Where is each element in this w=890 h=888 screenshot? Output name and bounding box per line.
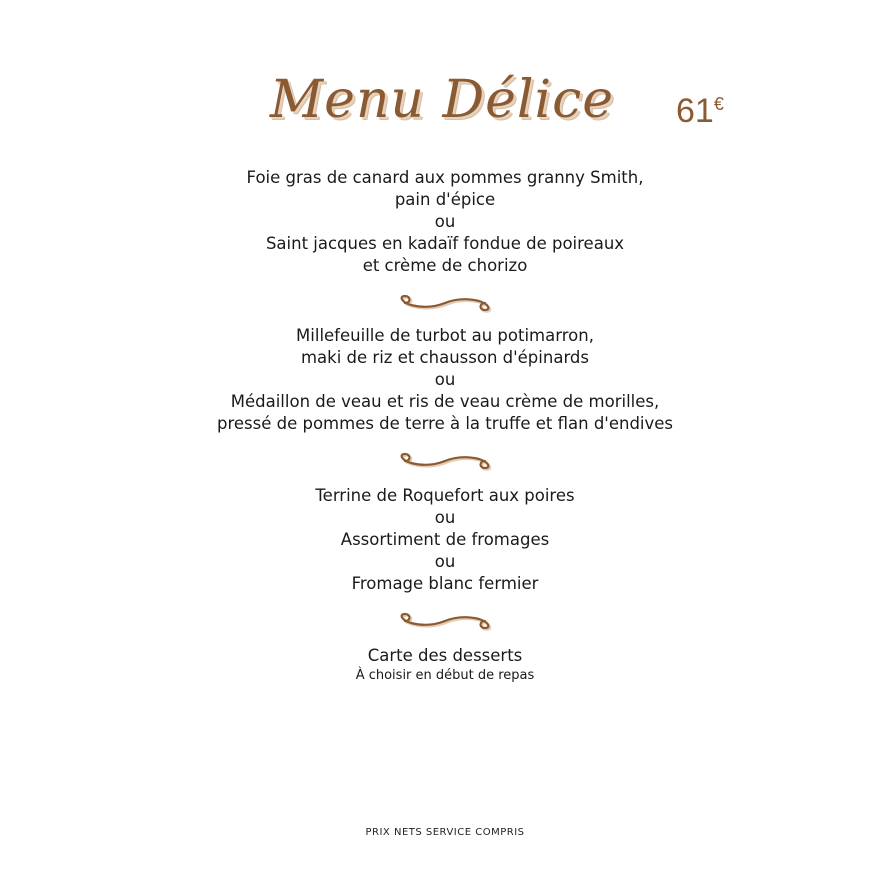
menu-line: Foie gras de canard aux pommes granny Smith, [246,168,644,187]
menu-line: ou [434,508,456,527]
menu-note: À choisir en début de repas [355,668,535,683]
menu-title-text: Menu Délice [269,70,615,130]
footer-note: PRIX NETS SERVICE COMPRIS [365,827,525,838]
menu-line: Terrine de Roquefort aux poires [315,486,575,505]
menu-title [0,70,890,150]
flourish-divider-icon [395,450,495,472]
course-starter [0,167,890,277]
menu-line: pressé de pommes de terre à la truffe et flan d'endives [216,414,674,433]
price-value: 61 [676,92,714,130]
menu-line: Assortiment de fromages [340,530,550,549]
course-main [0,325,890,435]
menu-line: ou [434,212,456,231]
menu-line: pain d'épice [394,190,496,209]
menu-line: Carte des desserts [367,646,523,665]
menu-price [676,92,724,131]
menu-line: Médaillon de veau et ris de veau crème de morilles, [230,392,660,411]
menu-line: Fromage blanc fermier [351,574,539,593]
flourish-divider-icon [395,610,495,632]
course-cheese [0,485,890,595]
menu-line: ou [434,552,456,571]
menu-line: maki de riz et chausson d'épinards [300,348,590,367]
menu-line: et crème de chorizo [362,256,528,275]
course-dessert [0,645,890,684]
price-currency: € [713,94,724,114]
menu-line: Saint jacques en kadaïf fondue de poireaux [265,234,625,253]
menu-line: ou [434,370,456,389]
menu-line: Millefeuille de turbot au potimarron, [296,326,594,345]
flourish-divider-icon [395,292,495,314]
